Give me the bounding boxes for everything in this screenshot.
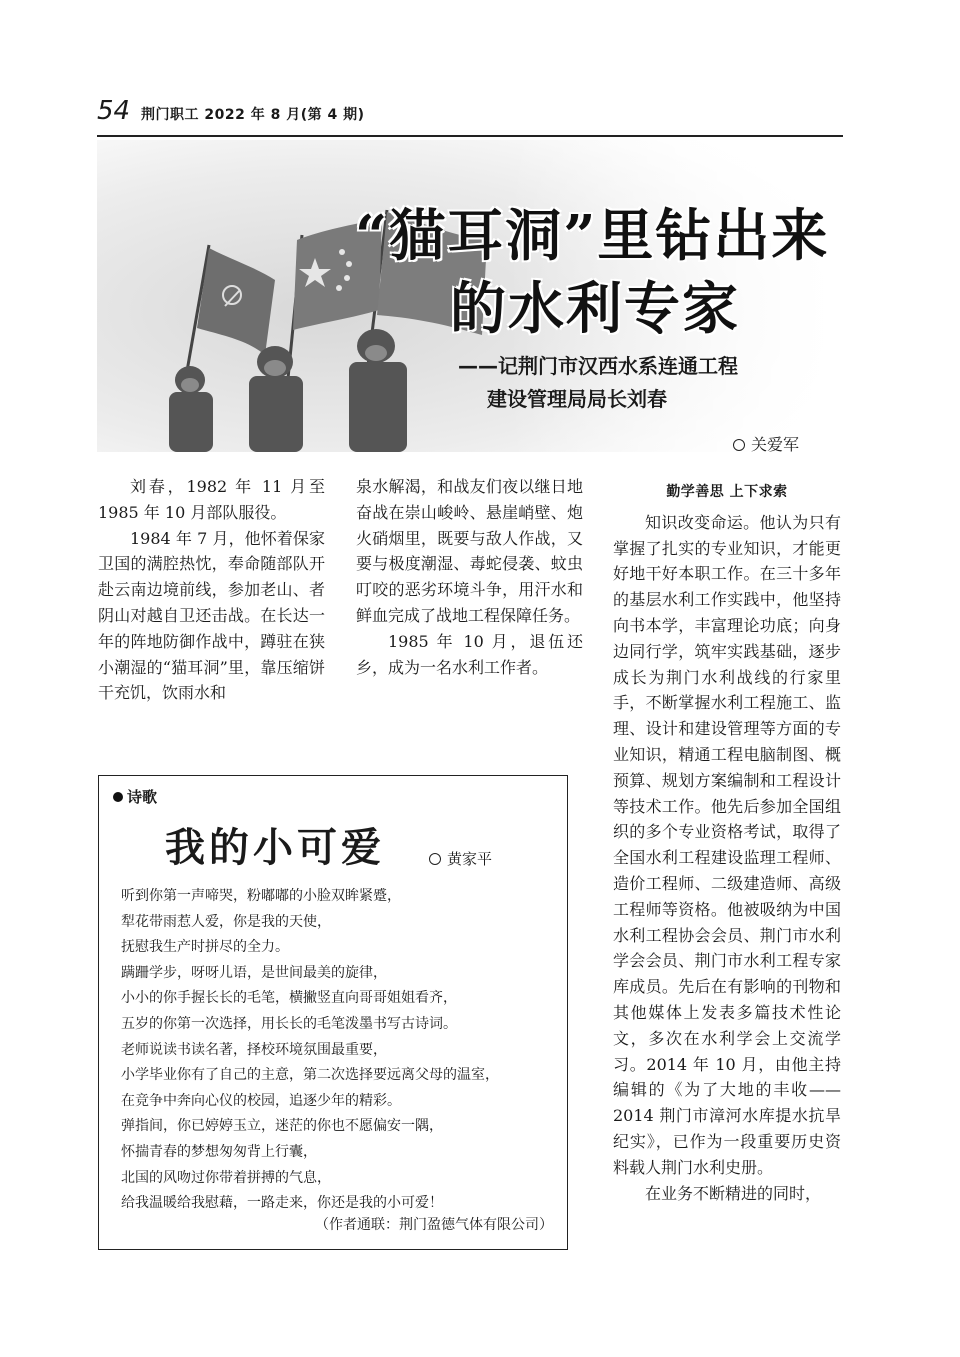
poem-title: 我的小可爱: [165, 824, 385, 871]
article-title-line1: “猫耳洞”里钻出来: [355, 203, 830, 269]
paragraph: 在业务不断精进的同时，: [645, 1183, 822, 1203]
poem-line: 怀揣青春的梦想匆匆背上行囊，: [121, 1143, 317, 1160]
author-name: 关爱军: [751, 435, 800, 454]
bullet-icon: [113, 792, 123, 802]
poem-line: 北国的风吻过你带着拼搏的气息，: [121, 1169, 331, 1186]
paragraph: 刘春，1982 年 11 月至 1985 年 10 月部队服役。: [98, 477, 325, 522]
paragraph: 泉水解渴，和战友们夜以继日地奋战在崇山峻岭、悬崖峭壁、炮火硝烟里，既要与敌人作战，又要与极度潮湿、毒蛇侵袭、蚊虫叮咬的恶劣环境斗争，用汗水和鲜血完成了战地工程保障任务。: [356, 477, 583, 625]
poem-author-note: （作者通联：荆门盈德气体有限公司）: [315, 1217, 553, 1233]
column-1: [98, 474, 325, 706]
circle-icon: [429, 853, 441, 865]
page-header: [97, 96, 843, 132]
poem-lines: [121, 884, 561, 1217]
poem-line: 小小的你手握长长的毛笔，横撇竖直向哥哥姐姐看齐，: [121, 990, 457, 1007]
page-number: 54: [97, 96, 131, 126]
header-rule: [97, 135, 843, 137]
article-subtitle-line1: ——记荆门市汉西水系连通工程: [458, 354, 738, 378]
article-subtitle-line2: 建设管理局局长刘春: [487, 387, 667, 411]
poem-author: [429, 848, 492, 869]
poem-line: 蹒跚学步，呀呀儿语，是世间最美的旋律，: [121, 964, 387, 981]
poem-line: 给我温暖给我慰藉，一路走来，你还是我的小可爱！: [121, 1195, 443, 1212]
poem-line: 弹指间，你已婷婷玉立，迷茫的你也不愿偏安一隅，: [121, 1118, 443, 1135]
publication-info: 荆门职工 2022 年 8 月(第 4 期): [141, 107, 365, 123]
poem-line: 犁花带雨惹人爱，你是我的天使，: [121, 913, 331, 930]
article-title-line2: 的水利专家: [450, 276, 740, 342]
poem-box: [98, 775, 568, 1250]
section-heading: 勤学善思 上下求索: [666, 484, 788, 500]
paragraph: 1985 年 10 月，退伍还乡，成为一名水利工作者。: [356, 631, 583, 677]
paragraph: 知识改变命运。他认为只有掌握了扎实的专业知识，才能更 好地干好本职工作。在三十多年的基层水利工作实践中，他坚持向书本学，丰富理论功底；向身边同行学，筑牢实践基础，逐步成长为荆门水利战线的行家里手，不断掌握水利工程施工、监理、设计和建设管理等方面的专业知识，精通工程电脑制图、概预算、规划方案编制和工程设计等技术工作。他先后参加全国组织的多个专业资格考试，取得了全国水利工程建设监理工程师、造价工程师、二级建造师、高级工程师等资格。他被吸纳为中国水利工程协会会员、荆门市水利学会会员、荆门市水利工程专家库成员。先后在有影响的刊物和其他媒体上发表多篇技术性论文，多次在水利学会上交流学习。2014 年 10 月，由他主持编辑的《为了大地的丰收——2014 荆门市漳河水库提水抗旱纪实》，已作为一段重要历史资料载人荆门水利史册。: [613, 512, 841, 1177]
poem-line: 听到你第一声啼哭，粉嘟嘟的小脸双眸紧蹙，: [121, 888, 401, 904]
article-author: [733, 432, 799, 455]
poem-line: 五岁的你第一次选择，用长长的毛笔泼墨书写古诗词。: [121, 1015, 457, 1032]
circle-icon: [733, 439, 745, 451]
poem-line: 在竞争中奔向心仪的校园，追逐少年的精彩。: [121, 1092, 401, 1109]
poem-label: [113, 786, 157, 807]
poem-line: 抚慰我生产时拼尽的全力。: [121, 939, 289, 956]
column-2: [356, 474, 583, 680]
paragraph: 1984 年 7 月，他怀着保家卫国的满腔热忱，奉命随部队开赴云南边境前线，参加老山、者阴山对越自卫还击战。在长达一年的阵地防御作战中，蹲驻在狭小潮湿的“猫耳洞”里，靠压缩饼干充饥，饮雨水和: [98, 528, 325, 703]
poem-line: 老师说读书读名著，择校环境氛围最重要，: [121, 1041, 387, 1058]
poem-author-name: 黄家平: [447, 850, 493, 868]
column-3: [613, 474, 841, 1206]
poem-line: 小学毕业你有了自己的主意，第二次选择要远离父母的温室，: [121, 1067, 499, 1084]
poem-label-text: 诗歌: [127, 788, 158, 806]
